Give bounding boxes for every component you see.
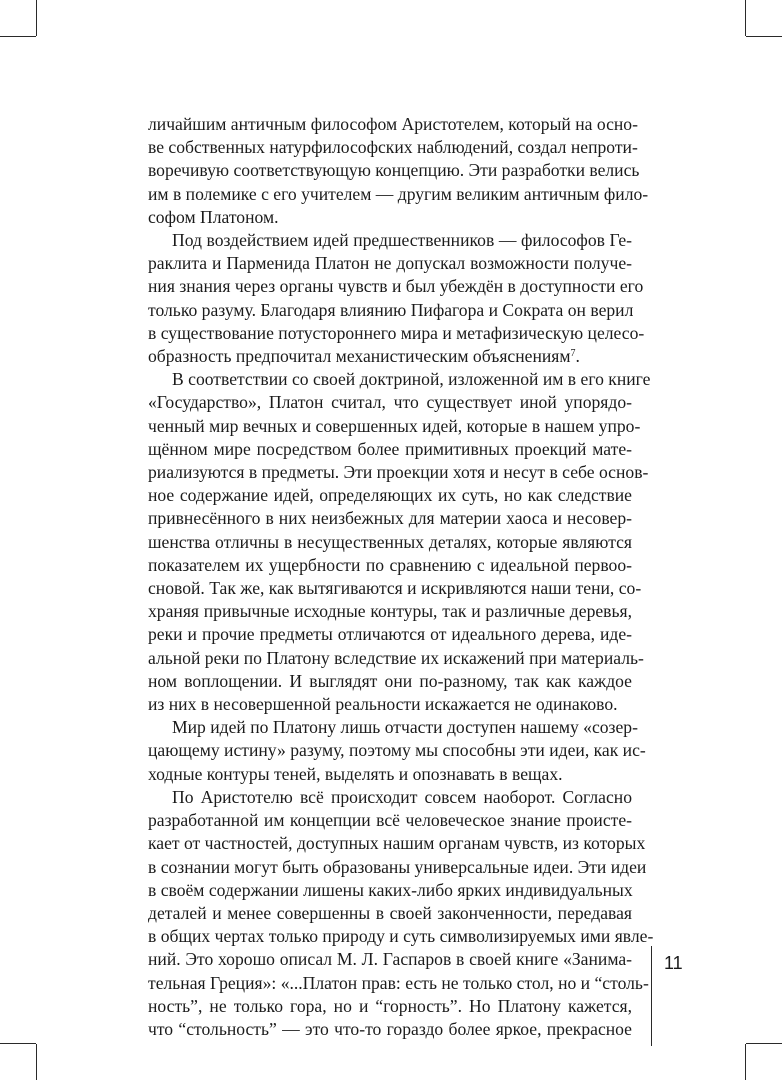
body-text bbox=[148, 113, 654, 1041]
text-line-content: деталей и менее совершенны в своей законченности, передавая bbox=[148, 902, 632, 923]
text-line bbox=[148, 623, 632, 646]
text-line-content: личайшим античным философом Аристотелем, который на осно- bbox=[148, 114, 638, 134]
paragraph bbox=[148, 368, 651, 716]
text-line-content: показателем их ущербности по сравнению с идеальной первоо- bbox=[148, 554, 632, 575]
text-line-content: тельная Греция»: «...Платон прав: есть не только стол, но и “столь- bbox=[148, 972, 649, 993]
text-line bbox=[148, 113, 638, 136]
text-line bbox=[148, 763, 632, 786]
text-line bbox=[148, 786, 632, 809]
text-line bbox=[148, 183, 649, 206]
crop-mark bbox=[0, 1043, 36, 1044]
text-line bbox=[148, 856, 647, 879]
text-line-content: только разуму. Благодаря влиянию Пифагора и Сократа он верил bbox=[148, 299, 634, 320]
text-line-content: в общих чертах только природу и суть символизируемых ими явле- bbox=[148, 926, 654, 947]
text-line-tail: . bbox=[575, 346, 580, 367]
paragraph bbox=[148, 113, 649, 229]
text-line-content: из них в несовершенной реальности искажается не одинаково. bbox=[148, 694, 618, 715]
text-line bbox=[148, 925, 654, 948]
crop-mark bbox=[36, 0, 37, 36]
text-line-content: в сознании могут быть образованы универсальные идеи. Эти идеи bbox=[148, 856, 647, 877]
text-line bbox=[148, 1018, 632, 1041]
text-line bbox=[148, 159, 640, 182]
paragraph bbox=[148, 786, 654, 1041]
text-line bbox=[148, 484, 632, 507]
text-line bbox=[148, 438, 632, 461]
text-line-content: им в полемике с его учителем — другим великим античным фило- bbox=[148, 183, 649, 204]
text-line bbox=[148, 507, 632, 530]
text-line bbox=[148, 322, 645, 345]
text-line-content: риализуются в предметы. Эти проекции хотя и несут в себе основ- bbox=[148, 462, 649, 483]
text-line bbox=[148, 368, 651, 391]
crop-mark bbox=[36, 1044, 37, 1080]
text-line-content: привнесённого в них неизбежных для материи хаоса и несовер- bbox=[148, 508, 632, 529]
text-line bbox=[148, 415, 641, 438]
text-line-content: разработанной им концепции всё человеческое знание проистe- bbox=[148, 810, 632, 831]
text-line bbox=[148, 229, 632, 252]
text-line-content: софом Платоном. bbox=[148, 206, 279, 227]
text-line-content: в своём содержании лишены каких-либо ярких индивидуальных bbox=[148, 879, 633, 900]
text-line bbox=[148, 902, 632, 925]
text-line-content: раклита и Парменида Платон не допускал возможности получе- bbox=[148, 253, 632, 274]
paragraph bbox=[148, 229, 645, 368]
crop-mark bbox=[746, 36, 782, 37]
text-line-content: ния знания через органы чувств и был убеждён в доступности его bbox=[148, 276, 644, 297]
text-line-content: ний. Это хорошо описал М. Л. Гаспаров в своей книге «Занима- bbox=[148, 949, 632, 970]
text-line-content: что “стольность” — это что-то гораздо более яркое, прекрасное bbox=[148, 1018, 632, 1039]
text-line bbox=[148, 693, 632, 716]
text-line-content: В соответствии со своей доктриной, изложенной им в его книге bbox=[172, 369, 651, 390]
text-line-content: ве собственных натурфилософских наблюдений, создал непроти- bbox=[148, 137, 638, 158]
text-line bbox=[148, 948, 632, 971]
text-line-content: шенства отличны в несущественных деталях, которые являются bbox=[148, 531, 632, 552]
text-line bbox=[148, 832, 646, 855]
text-line-content: альной реки по Платону вследствие их искажений при материаль- bbox=[148, 647, 644, 668]
text-line bbox=[148, 972, 649, 995]
text-line-content: реки и прочие предметы отличаются от идеального дерева, иде- bbox=[148, 624, 632, 645]
text-line-content: ходные контуры теней, выделять и опознавать в вещах. bbox=[148, 763, 563, 784]
page-number-rule bbox=[651, 946, 652, 1046]
text-line-content: ченный мир вечных и совершенных идей, которые в нашем упро- bbox=[148, 415, 641, 436]
crop-mark bbox=[745, 1044, 746, 1080]
text-line bbox=[148, 809, 632, 832]
text-line bbox=[148, 345, 632, 368]
text-line bbox=[148, 647, 644, 670]
text-line bbox=[148, 554, 632, 577]
text-line bbox=[148, 739, 646, 762]
text-line-content: кает от частностей, доступных нашим органам чувств, из которых bbox=[148, 833, 646, 854]
text-line-content: сновой. Так же, как вытягиваются и искривляются наши тени, со- bbox=[148, 578, 642, 599]
text-line bbox=[148, 136, 638, 159]
paragraph bbox=[148, 716, 646, 786]
text-line-content: воречивую соответствующую концепцию. Эти разработки велись bbox=[148, 160, 640, 181]
crop-mark bbox=[0, 36, 36, 37]
text-line-content: в существование потустороннего мира и метафизическую целесо- bbox=[148, 322, 645, 343]
text-line bbox=[148, 995, 632, 1018]
text-line-content: Мир идей по Платону лишь отчасти доступен нашему «созер- bbox=[172, 717, 638, 738]
text-line-content: По Аристотелю всё происходит совсем наоборот. Согласно bbox=[172, 786, 632, 807]
text-line bbox=[148, 600, 632, 623]
footnote-marker[interactable]: 7 bbox=[570, 348, 576, 360]
text-line bbox=[148, 275, 644, 298]
text-line bbox=[148, 206, 632, 229]
text-line bbox=[148, 391, 632, 414]
text-line bbox=[148, 670, 632, 693]
page-number: 11 bbox=[664, 953, 683, 973]
text-line bbox=[148, 531, 632, 554]
text-line bbox=[148, 716, 638, 739]
text-line-content: «Государство», Платон считал, что существует иной упорядо- bbox=[148, 392, 632, 413]
text-line-content: щённом мире посредством более примитивных проекций мате- bbox=[148, 438, 632, 459]
text-line-content: Под воздействием идей предшественников — философов Ге- bbox=[172, 230, 632, 251]
text-line-content: храняя привычные исходные контуры, так и различные деревья, bbox=[148, 601, 632, 622]
text-line-content: ность”, не только гора, но и “горность”. Но Платону кажется, bbox=[148, 995, 632, 1016]
text-line bbox=[148, 461, 649, 484]
text-line-content: ном воплощении. И выглядят они по-разному, так как каждое bbox=[148, 670, 632, 691]
text-line bbox=[148, 299, 632, 322]
text-line-content: цающему истину» разуму, поэтому мы способны эти идеи, как ис- bbox=[148, 740, 646, 761]
text-line bbox=[148, 879, 632, 902]
text-line bbox=[148, 577, 642, 600]
text-line-content: образность предпочитал механистическим объяснениям bbox=[148, 346, 571, 367]
text-line-content: ное содержание идей, определяющих их суть, но как следствие bbox=[148, 485, 632, 506]
crop-mark bbox=[745, 0, 746, 36]
text-line bbox=[148, 252, 632, 275]
crop-mark bbox=[746, 1043, 782, 1044]
